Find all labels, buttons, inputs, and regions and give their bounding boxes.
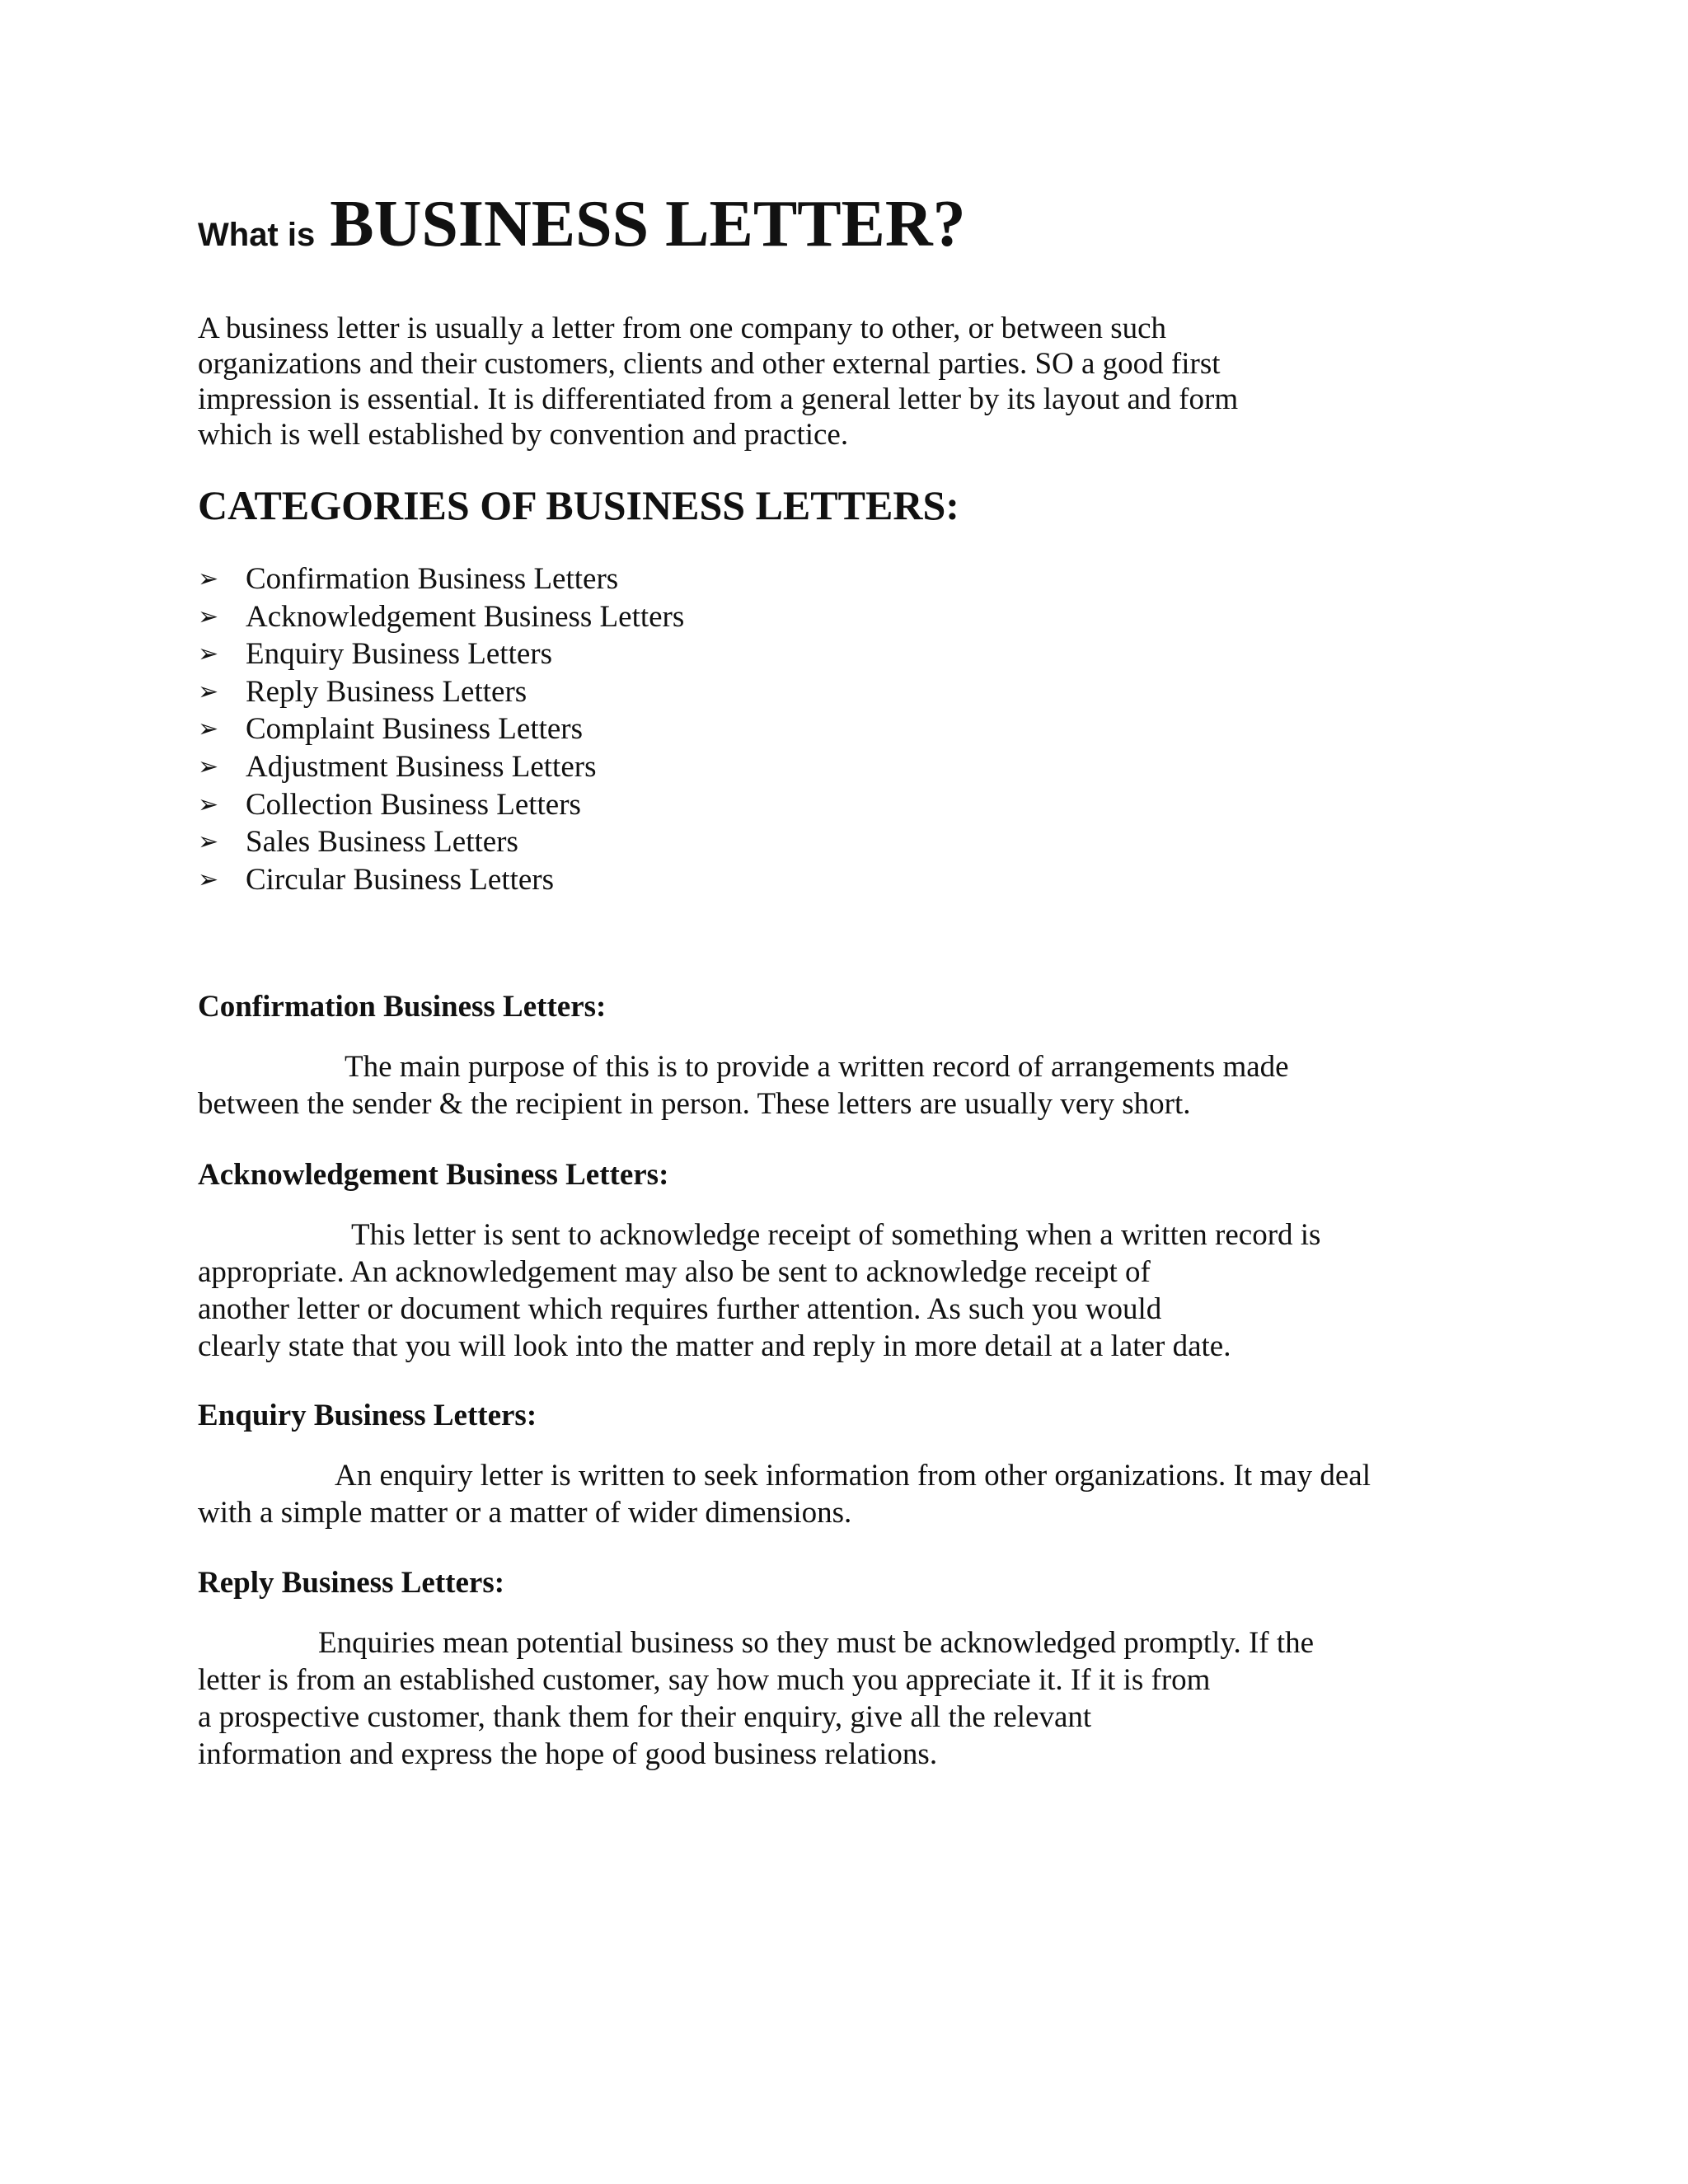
categories-heading: CATEGORIES OF BUSINESS LETTERS: [198,482,959,528]
category-label: Circular Business Letters [246,862,555,897]
category-label: Sales Business Letters [246,825,518,860]
page-title [198,188,966,260]
arrow-bullet-icon: ➢ [198,602,219,631]
list-item [198,710,684,748]
arrow-bullet-icon: ➢ [198,715,219,744]
category-label: Acknowledgement Business Letters [246,599,685,634]
arrow-bullet-icon: ➢ [198,790,219,819]
category-label: Complaint Business Letters [246,712,584,747]
list-item [198,598,684,636]
section-line: This letter is sent to acknowledge receipt of something when a written record is [351,1218,1321,1252]
arrow-bullet-icon: ➢ [198,565,219,593]
section-heading: Reply Business Letters: [198,1566,505,1600]
section-line: with a simple matter or a matter of wider dimensions. [198,1496,852,1530]
title-main: BUSINESS LETTER? [330,188,966,260]
section-confirmation [198,989,1533,1122]
section-line: another letter or document which requires further attention. As such you would [198,1292,1162,1326]
section-acknowledgement [198,1157,1533,1365]
intro-paragraph [198,311,1517,452]
section-heading: Enquiry Business Letters: [198,1399,537,1432]
category-label: Reply Business Letters [246,674,528,709]
section-line: information and express the hope of good business relations. [198,1737,938,1771]
section-reply [198,1565,1533,1773]
section-line: An enquiry letter is written to seek information from other organizations. It may deal [335,1459,1371,1493]
intro-line: which is well established by convention and practice. [198,418,849,452]
section-body [198,1457,1533,1531]
category-list [198,560,684,898]
section-enquiry [198,1398,1533,1531]
section-line: The main purpose of this is to provide a written record of arrangements made [345,1050,1289,1084]
section-line: Enquiries mean potential business so they must be acknowledged promptly. If the [318,1626,1315,1660]
list-item [198,748,684,786]
section-heading: Acknowledgement Business Letters: [198,1158,669,1192]
list-item [198,635,684,673]
section-body [198,1048,1533,1122]
category-label: Collection Business Letters [246,787,581,822]
category-label: Enquiry Business Letters [246,637,553,672]
intro-line: impression is essential. It is differentiated from a general letter by its layout and form [198,382,1239,416]
arrow-bullet-icon: ➢ [198,827,219,857]
category-label: Adjustment Business Letters [246,749,597,784]
section-line: clearly state that you will look into the matter and reply in more detail at a later date. [198,1329,1231,1363]
section-line: letter is from an established customer, say how much you appreciate it. If it is from [198,1663,1211,1697]
arrow-bullet-icon: ➢ [198,865,219,894]
title-prefix: What is [198,217,316,253]
list-item [198,823,684,861]
section-line: a prospective customer, thank them for their enquiry, give all the relevant [198,1700,1092,1734]
arrow-bullet-icon: ➢ [198,640,219,669]
arrow-bullet-icon: ➢ [198,677,219,706]
list-item [198,786,684,824]
section-body [198,1216,1533,1365]
list-item [198,861,684,899]
arrow-bullet-icon: ➢ [198,752,219,781]
list-item [198,673,684,711]
section-body [198,1624,1533,1773]
list-item [198,560,684,598]
section-line: between the sender & the recipient in person. These letters are usually very short. [198,1087,1191,1121]
section-heading: Confirmation Business Letters: [198,990,607,1024]
intro-line: organizations and their customers, clients and other external parties. SO a good first [198,347,1221,381]
intro-line: A business letter is usually a letter from one company to other, or between such [198,312,1167,345]
category-label: Confirmation Business Letters [246,562,619,596]
section-line: appropriate. An acknowledgement may also be sent to acknowledge receipt of [198,1255,1151,1289]
